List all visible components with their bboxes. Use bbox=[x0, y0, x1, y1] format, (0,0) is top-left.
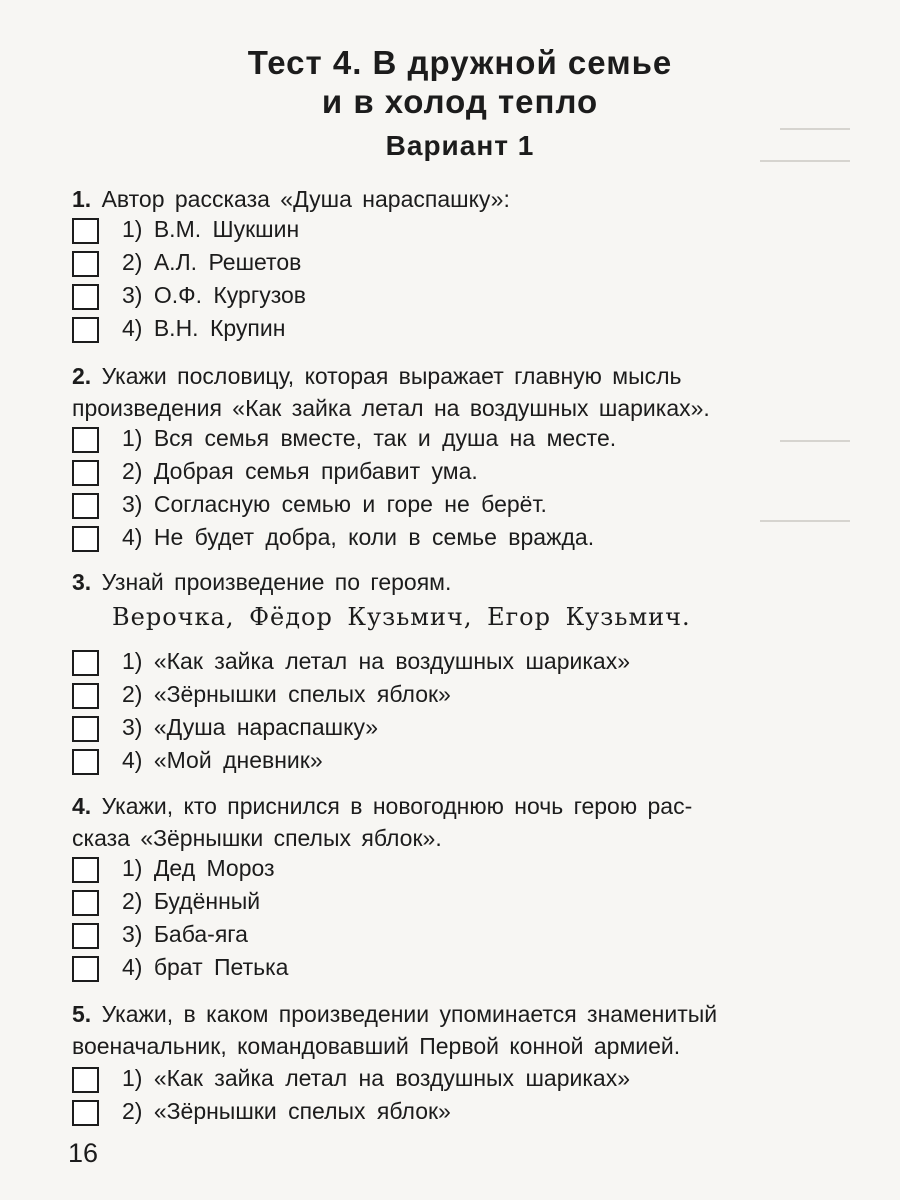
question-3 bbox=[72, 566, 852, 598]
question-text: Укажи, в каком произведении упоминается знаменитый bbox=[101, 1001, 718, 1027]
answer-checkbox[interactable] bbox=[72, 493, 99, 519]
answer-checkbox[interactable] bbox=[72, 716, 99, 742]
option-label: 2) «Зёрнышки спелых яблок» bbox=[122, 1098, 451, 1124]
option-label: 1) «Как зайка летал на воздушных шариках» bbox=[122, 648, 630, 674]
answer-option[interactable] bbox=[72, 246, 852, 279]
test-title: Тест 4. В дружной семье bbox=[247, 44, 673, 81]
question-number: 3. bbox=[72, 569, 92, 595]
answer-option[interactable] bbox=[72, 1095, 852, 1128]
answer-checkbox[interactable] bbox=[72, 460, 99, 486]
test-title-line2: и в холод тепло bbox=[321, 83, 599, 120]
answer-checkbox[interactable] bbox=[72, 956, 99, 982]
option-label: 4) Не будет добра, коли в семье вражда. bbox=[122, 524, 595, 550]
variant-heading: Вариант 1 bbox=[385, 130, 535, 161]
option-label: 1) В.М. Шукшин bbox=[122, 216, 300, 242]
option-label: 1) Вся семья вместе, так и душа на месте. bbox=[122, 425, 617, 451]
question-4 bbox=[72, 790, 852, 854]
question-number: 1. bbox=[72, 186, 92, 212]
heroes-list: Верочка, Фёдор Кузьмич, Егор Кузьмич. bbox=[112, 603, 691, 631]
option-label: 3) Баба-яга bbox=[122, 921, 248, 947]
question-number: 4. bbox=[72, 793, 92, 819]
answer-checkbox[interactable] bbox=[72, 1100, 99, 1126]
question-3-options bbox=[72, 645, 852, 777]
option-label: 3) «Душа нараспашку» bbox=[122, 714, 378, 740]
answer-checkbox[interactable] bbox=[72, 284, 99, 310]
answer-checkbox[interactable] bbox=[72, 650, 99, 676]
answer-option[interactable] bbox=[72, 455, 852, 488]
question-5 bbox=[72, 998, 852, 1062]
answer-checkbox[interactable] bbox=[72, 749, 99, 775]
answer-checkbox[interactable] bbox=[72, 317, 99, 343]
answer-option[interactable] bbox=[72, 744, 852, 777]
option-label: 3) О.Ф. Кургузов bbox=[122, 282, 307, 308]
question-text-continued: военачальник, командовавший Первой конной армией. bbox=[72, 1033, 681, 1059]
question-5-options bbox=[72, 1062, 852, 1128]
question-number: 5. bbox=[72, 1001, 92, 1027]
answer-option[interactable] bbox=[72, 422, 852, 455]
option-label: 2) Добрая семья прибавит ума. bbox=[122, 458, 478, 484]
answer-option[interactable] bbox=[72, 279, 852, 312]
question-1-options bbox=[72, 213, 852, 345]
answer-checkbox[interactable] bbox=[72, 218, 99, 244]
question-text: Укажи пословицу, которая выражает главную мысль bbox=[101, 363, 682, 389]
answer-option[interactable] bbox=[72, 312, 852, 345]
answer-checkbox[interactable] bbox=[72, 427, 99, 453]
option-label: 4) брат Петька bbox=[122, 954, 289, 980]
answer-option[interactable] bbox=[72, 678, 852, 711]
answer-option[interactable] bbox=[72, 488, 852, 521]
question-text-continued: сказа «Зёрнышки спелых яблок». bbox=[72, 825, 442, 851]
option-label: 4) В.Н. Крупин bbox=[122, 315, 286, 341]
answer-checkbox[interactable] bbox=[72, 251, 99, 277]
question-1 bbox=[72, 183, 852, 215]
answer-checkbox[interactable] bbox=[72, 857, 99, 883]
question-2-options bbox=[72, 422, 852, 554]
option-label: 3) Согласную семью и горе не берёт. bbox=[122, 491, 547, 517]
answer-option[interactable] bbox=[72, 918, 852, 951]
question-text: Автор рассказа «Душа нараспашку»: bbox=[101, 186, 510, 212]
answer-option[interactable] bbox=[72, 852, 852, 885]
answer-checkbox[interactable] bbox=[72, 683, 99, 709]
option-label: 4) «Мой дневник» bbox=[122, 747, 323, 773]
option-label: 2) «Зёрнышки спелых яблок» bbox=[122, 681, 451, 707]
question-text: Укажи, кто приснился в новогоднюю ночь герою рас- bbox=[101, 793, 693, 819]
option-label: 1) «Как зайка летал на воздушных шариках» bbox=[122, 1065, 630, 1091]
answer-checkbox[interactable] bbox=[72, 890, 99, 916]
answer-checkbox[interactable] bbox=[72, 526, 99, 552]
option-label: 1) Дед Мороз bbox=[122, 855, 275, 881]
answer-option[interactable] bbox=[72, 521, 852, 554]
option-label: 2) А.Л. Решетов bbox=[122, 249, 302, 275]
answer-option[interactable] bbox=[72, 711, 852, 744]
answer-option[interactable] bbox=[72, 213, 852, 246]
answer-option[interactable] bbox=[72, 645, 852, 678]
question-text: Узнай произведение по героям. bbox=[101, 569, 452, 595]
question-2 bbox=[72, 360, 852, 424]
question-text-continued: произведения «Как зайка летал на воздушных шариках». bbox=[72, 395, 710, 421]
question-4-options bbox=[72, 852, 852, 984]
answer-option[interactable] bbox=[72, 951, 852, 984]
page-number: 16 bbox=[68, 1138, 99, 1168]
answer-option[interactable] bbox=[72, 885, 852, 918]
option-label: 2) Будённый bbox=[122, 888, 261, 914]
answer-checkbox[interactable] bbox=[72, 1067, 99, 1093]
answer-option[interactable] bbox=[72, 1062, 852, 1095]
answer-checkbox[interactable] bbox=[72, 923, 99, 949]
question-number: 2. bbox=[72, 363, 92, 389]
